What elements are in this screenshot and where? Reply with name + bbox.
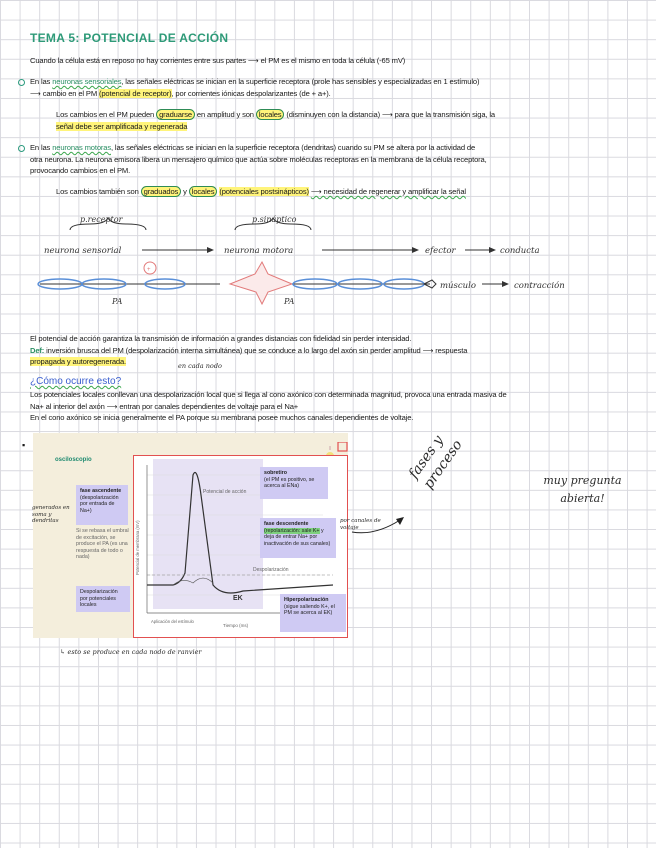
box-despolarizacion: Despolarización por potenciales locales	[76, 586, 130, 612]
page-title: TEMA 5: POTENCIAL DE ACCIÓN	[30, 31, 229, 45]
figure-mark: ▪	[22, 440, 26, 450]
bullet-sensory: En las neuronas sensoriales, las señales eléctricas se inician en la superficie receptora (prole has sensibles y especializadas en 1 estímulo) ⟶ cambio en el PM (potencial de receptor), por corrientes iónicas despolarizantes (de + a+).	[30, 77, 480, 98]
arrow-head-icon	[207, 247, 214, 253]
box-fase-descendente: fase descendente (repolarización: sale K+ y deja de entrar Na+ por inactivación de sus canales)	[260, 518, 336, 558]
box-fase-ascendente: fase ascendente (despolarización por entrada de Na+)	[76, 485, 128, 525]
plot-ylabel: Potencial de membrana (mV)	[135, 520, 140, 575]
umbral-text: Si se rebasa el umbral de excitación, se produce el PA (es una respuesta de todo o nada)	[76, 528, 129, 560]
bullet-icon	[18, 145, 25, 152]
label-receptor: p.receptor	[80, 215, 123, 224]
note-fases-proceso: fases y proceso	[405, 432, 466, 493]
ek-label: EK	[233, 595, 243, 602]
label-musculo: músculo	[440, 281, 476, 291]
label-neurona-motora: neurona motora	[224, 246, 294, 256]
motor-neuron-soma	[230, 262, 292, 304]
bullet-motor-sub: Los cambios también son graduados y locales (potenciales postsinápticos) ⟶ necesidad de regenerar y amplificar la señal	[56, 187, 466, 196]
curve-shade	[153, 459, 263, 609]
label-contraccion: contracción	[514, 281, 565, 291]
note-muy-pregunta: muy pregunta abierta!	[543, 474, 622, 505]
label-sinaptico: p.sináptico	[252, 215, 297, 224]
plot-label-despol: Despolarización	[253, 567, 289, 573]
section-heading: ¿Cómo ocurre esto?	[30, 376, 122, 387]
plot-label-pa: Potencial de acción	[203, 489, 247, 495]
arrow-head-icon	[502, 281, 509, 287]
label-efector: efector	[425, 246, 456, 256]
box-hiperpolarizacion: Hiperpolarización (sigue saliendo K+, el PM se acerca al EK)	[280, 594, 346, 632]
label-pa-2: PA	[284, 297, 295, 306]
label-neurona-sensorial: neurona sensorial	[44, 246, 122, 256]
note-nodo-ranvier: ↳ esto se produce en cada nodo de ranvier	[60, 648, 202, 656]
section-body: Los potenciales locales conllevan una despolarización local que si llega al cono axónico con determinada magnitud, provoca una entrada masiva de Na+ al interior del axón ⟶ entran por canales dependientes de voltaje para el Na+ En el cono axónico se inicia generalmente el PA porque su membrana posee muchos canales dependientes de voltaje.	[30, 390, 507, 422]
note-canales: por canales de voltaje	[340, 518, 381, 531]
receptor-mark: +	[147, 267, 151, 273]
note-cada-nodo: en cada nodo	[178, 362, 222, 370]
arrow-head-icon	[489, 247, 496, 253]
arrow-fases	[350, 510, 410, 540]
arrow-head-icon	[412, 247, 419, 253]
label-pa-1: PA	[112, 297, 123, 306]
label-conducta: conducta	[500, 246, 540, 256]
bullet-motor: En las neuronas motoras, las señales eléctricas se inician en la superficie receptora (dendritas) cuando su PM se altera por la actividad de otra neurona. La neurona emisora libera un mensajero químico que actúa sobre moléculas receptoras en la membrana de la célula receptora, provocando cambios en el PM.	[30, 143, 487, 175]
note-generados: generados en soma y dendritas	[32, 505, 70, 524]
box-sobretiro: sobretiro (el PM es positivo, se acerca al ENa)	[260, 467, 328, 499]
neuron-diagram	[30, 208, 630, 308]
plot-aplicacion: Aplicación del estímulo	[151, 619, 194, 624]
oscilloscope-label: osciloscopio	[55, 457, 92, 463]
bullet-icon	[18, 79, 25, 86]
plot-xlabel: Tiempo (ms)	[223, 623, 249, 628]
bullet-sensory-sub: Los cambios en el PM pueden graduarse en amplitud y son locales (disminuyen con la distancia) ⟶ para que la transmisión siga, la señal debe ser amplificada y regenerada	[56, 110, 495, 131]
intro-line: Cuando la célula está en reposo no hay corrientes entre sus partes ⟶ el PM es el mismo en toda la célula (-65 mV)	[30, 56, 406, 65]
pa-definition: El potencial de acción garantiza la transmisión de información a grandes distancias con fidelidad sin perder intensidad. Def: inversión brusca del PM (despolarización interna simultánea) que se conduce a lo largo del axón sin perder amplitud ⟶ respuesta propagada y autoregenerada.	[30, 334, 468, 366]
